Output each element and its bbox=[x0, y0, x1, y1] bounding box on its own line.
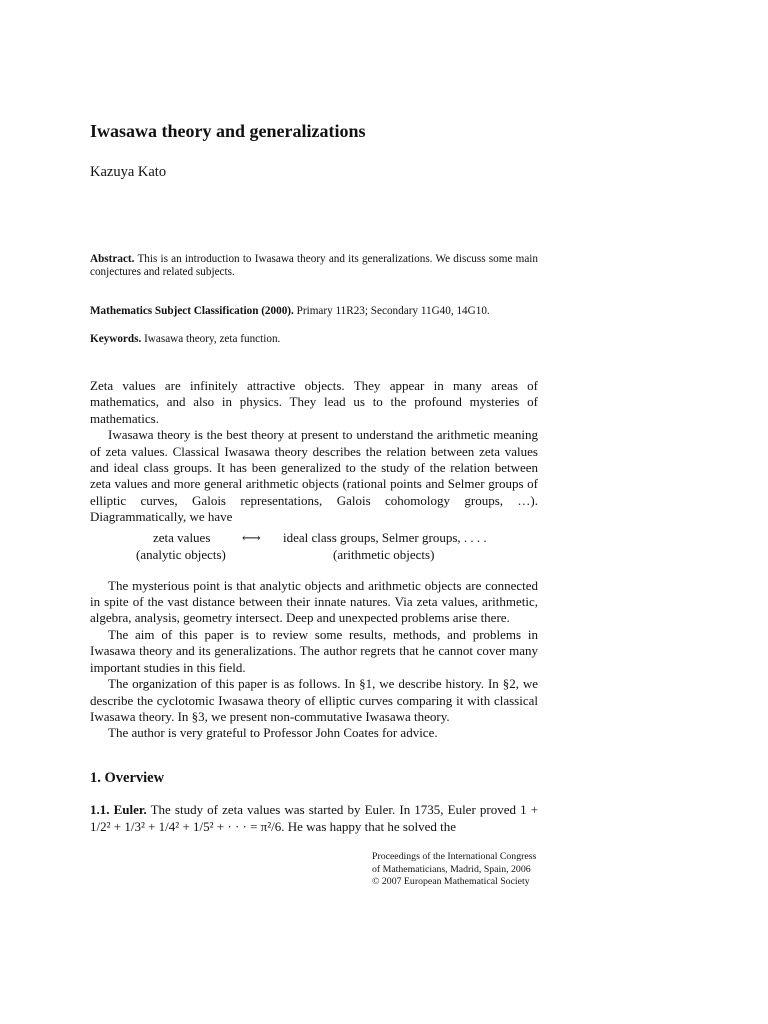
abstract-text: This is an introduction to Iwasawa theory and its generalizations. We discuss some main conjectures and related subjects. bbox=[90, 253, 538, 278]
keywords bbox=[90, 333, 538, 346]
abstract bbox=[90, 253, 538, 279]
diagram bbox=[90, 529, 538, 570]
euler-text-a: The study of zeta values was started by Euler. In 1735, Euler proved bbox=[150, 802, 516, 817]
euler-paragraph bbox=[90, 801, 538, 835]
diagram-arrow: ⟷ bbox=[242, 529, 261, 545]
intro-paragraph-3: The mysterious point is that analytic objects and arithmetic objects are connected in spite of the vast distance between their innate natures. Via zeta values, arithmetic, algebra, analysis, geometry intersect. Deep and unexpected problems arise there. bbox=[90, 577, 538, 626]
diagram-right-bottom: (arithmetic objects) bbox=[333, 546, 435, 562]
intro-paragraph-1: Zeta values are infinitely attractive objects. They appear in many areas of mathematics, and also in physics. They lead us to the profound mysteries of mathematics. bbox=[90, 378, 538, 426]
introduction bbox=[90, 378, 538, 742]
author-name: Kazuya Kato bbox=[90, 164, 167, 180]
euler-text-b: He was happy that he solved the bbox=[287, 819, 456, 834]
subsection-euler bbox=[90, 801, 538, 835]
paper-title: Iwasawa theory and generalizations bbox=[90, 121, 366, 141]
intro-paragraph-4: The aim of this paper is to review some results, methods, and problems in Iwasawa theory and its generalizations. The author regrets that he cannot cover many important studies in this field. bbox=[90, 626, 538, 675]
diagram-left-top: zeta values bbox=[153, 529, 211, 545]
msc-label: Mathematics Subject Classification (2000). bbox=[90, 305, 294, 317]
intro-paragraph-5: The organization of this paper is as follows. In §1, we describe history. In §2, we describe the cyclotomic Iwasawa theory of elliptic curves comparing it with classical Iwasawa theory. In §3, we present non-commutative Iwasawa theory. bbox=[90, 676, 538, 724]
section-heading: 1. Overview bbox=[90, 770, 165, 786]
footer-line-1: Proceedings of the International Congress bbox=[372, 851, 537, 862]
subject-classification bbox=[90, 305, 538, 318]
footer-line-2: of Mathematicians, Madrid, Spain, 2006 bbox=[372, 863, 531, 875]
msc-text: Primary 11R23; Secondary 11G40, 14G10. bbox=[296, 305, 490, 317]
footer-line-3: © 2007 European Mathematical Society bbox=[372, 876, 530, 888]
subsection-label: 1.1. Euler. bbox=[90, 802, 147, 817]
intro-paragraph-2: Iwasawa theory is the best theory at present to understand the arithmetic meaning of zeta values. Classical Iwasawa theory describes the relation between zeta values and ideal class groups. It has been generalized to the study of the relation between zeta values and more general arithmetic objects (rational points and Selmer groups of elliptic curves, Galois representations, Galois cohomology groups, …). Diagrammatically, we have bbox=[90, 427, 538, 525]
proceedings-footer bbox=[372, 851, 572, 889]
keywords-label: Keywords. bbox=[90, 333, 142, 345]
euler-formula: 1 + 1/2² + 1/3² + 1/4² + 1/5² + · · · = π²/6. bbox=[90, 802, 539, 834]
keywords-text: Iwasawa theory, zeta function. bbox=[144, 333, 281, 345]
intro-paragraph-6: The author is very grateful to Professor John Coates for advice. bbox=[108, 725, 438, 741]
abstract-label: Abstract. bbox=[90, 253, 135, 265]
diagram-left-bottom: (analytic objects) bbox=[136, 546, 226, 562]
diagram-right-top: ideal class groups, Selmer groups, . . . . bbox=[283, 529, 487, 545]
